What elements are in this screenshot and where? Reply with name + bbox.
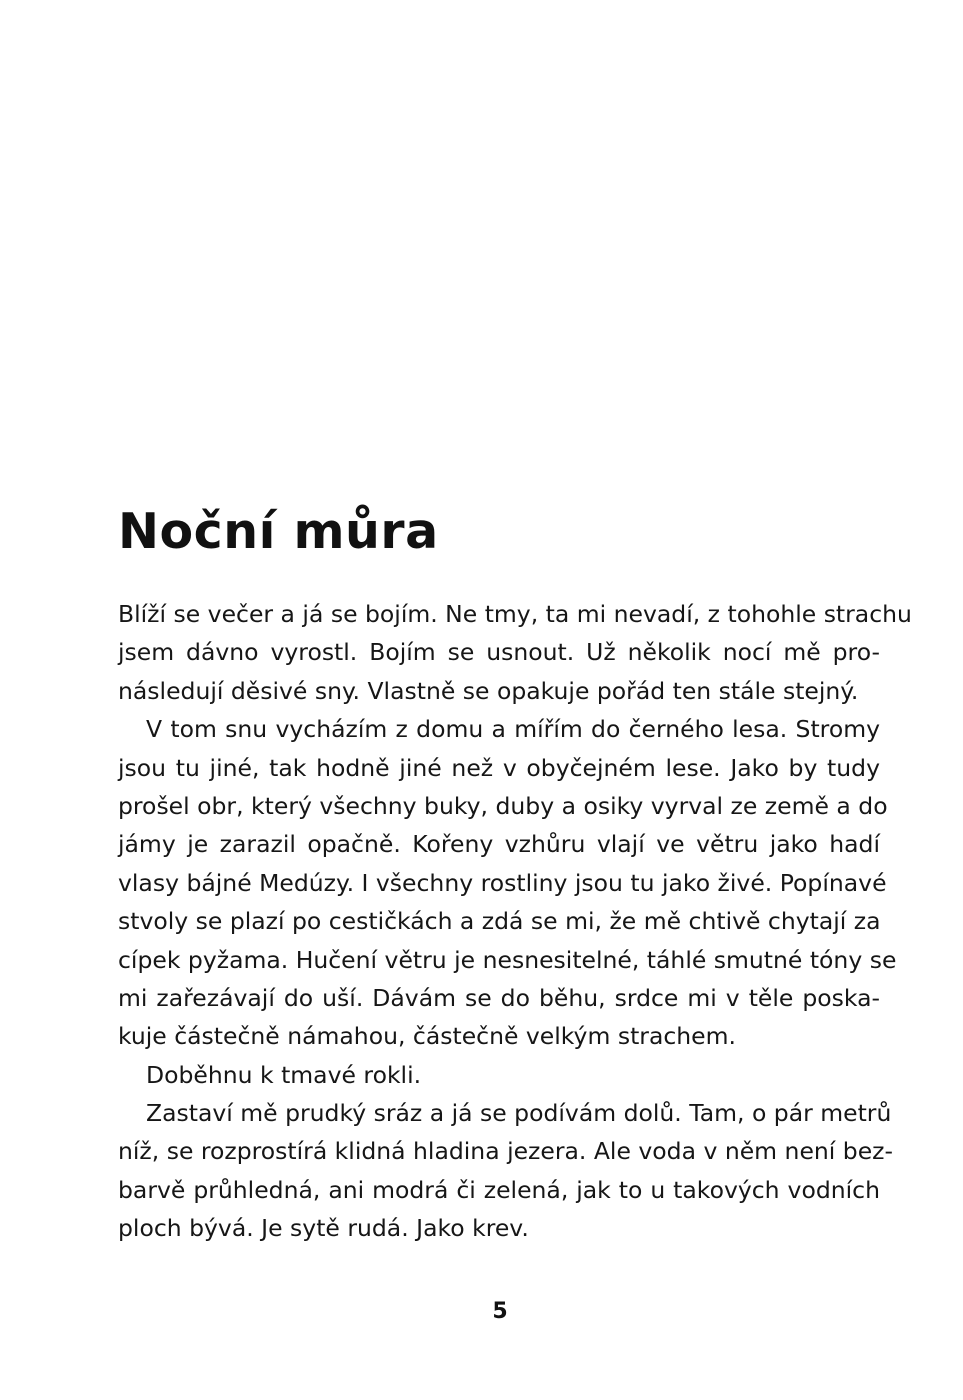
text-line: vlasy bájné Medúzy. I všechny rostliny jsou tu jako živé. Popínavé [118,868,887,897]
text-line: cípek pyžama. Hučení větru je nesnesitelné, táhlé smutné tóny se [118,945,897,974]
text-line: barvě průhledná, ani modrá či zelená, jak to u takových vodních [118,1175,880,1204]
text-line: kuje částečně námahou, částečně velkým strachem. [118,1022,736,1051]
text-line: níž, se rozprostírá klidná hladina jezera. Ale voda v něm není bez- [118,1137,893,1166]
text-line: mi zařezávají do uší. Dávám se do běhu, srdce mi v těle poska- [118,983,880,1012]
text-line: V tom snu vycházím z domu a mířím do černého lesa. Stromy [146,715,880,744]
text-line: následují děsivé sny. Vlastně se opakuje pořád ten stále stejný. [118,676,859,705]
text-line: jámy je zarazil opačně. Kořeny vzhůru vlají ve větru jako hadí [118,830,880,859]
page-number: 5 [492,1299,508,1324]
text-line: Zastaví mě prudký sráz a já se podívám dolů. Tam, o pár metrů [146,1099,892,1128]
text-line: stvoly se plazí po cestičkách a zdá se mi, že mě chtivě chytají za [118,907,881,936]
text-line: Blíží se večer a já se bojím. Ne tmy, ta mi nevadí, z tohohle strachu [118,600,912,628]
text-line: Doběhnu k tmavé rokli. [146,1060,422,1089]
chapter-title: Noční můra [118,503,439,560]
text-line: prošel obr, který všechny buky, duby a osiky vyrval ze země a do [118,791,888,820]
text-line: jsem dávno vyrostl. Bojím se usnout. Už několik nocí mě pro- [118,638,880,667]
text-line: ploch bývá. Je sytě rudá. Jako krev. [118,1214,529,1243]
chapter-text [118,595,912,1248]
text-line: jsou tu jiné, tak hodně jiné než v obyčejném lese. Jako by tudy [118,753,880,782]
